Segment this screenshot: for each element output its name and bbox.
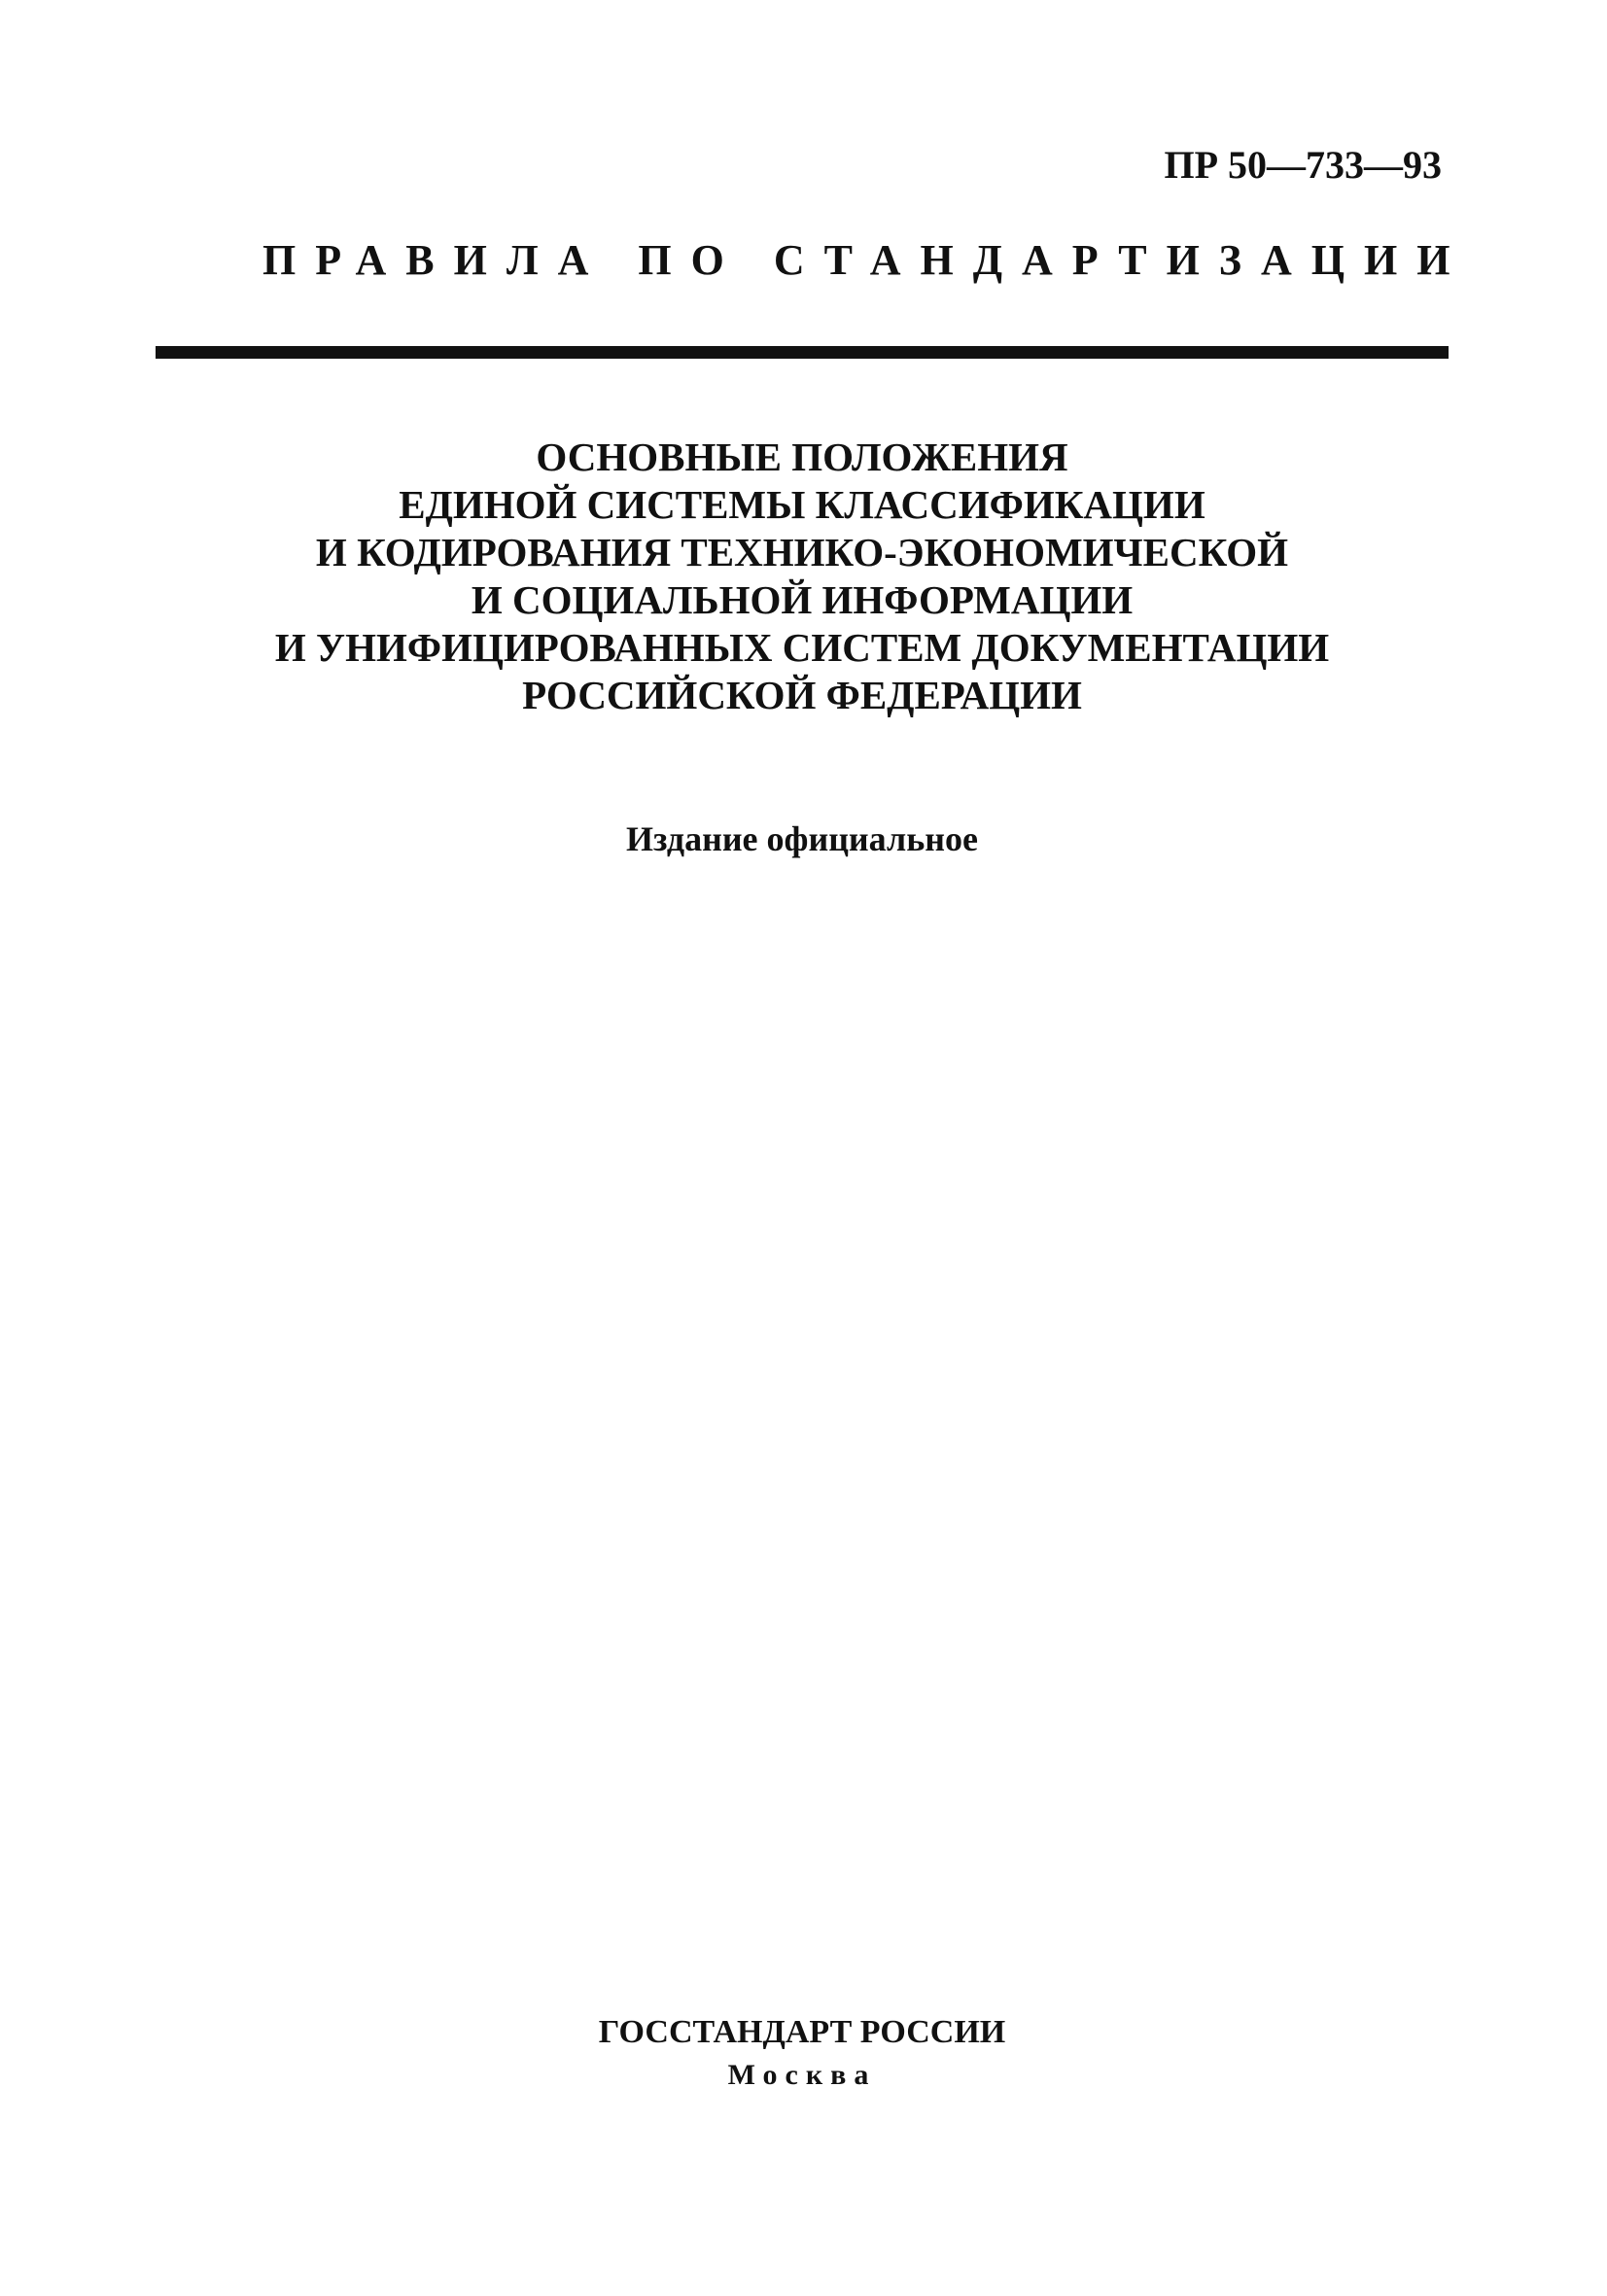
horizontal-rule: [156, 346, 1449, 359]
publisher-city: Москва: [727, 2059, 877, 2091]
publisher-name: ГОССТАНДАРТ РОССИИ: [598, 2014, 1006, 2050]
title-line: И СОЦИАЛЬНОЙ ИНФОРМАЦИИ: [471, 577, 1134, 622]
title-line: И УНИФИЦИРОВАННЫХ СИСТЕМ ДОКУМЕНТАЦИИ: [274, 625, 1330, 670]
title-line: ОСНОВНЫЕ ПОЛОЖЕНИЯ: [536, 435, 1068, 479]
edition-note: Издание официальное: [626, 819, 978, 858]
title-line: РОССИЙСКОЙ ФЕДЕРАЦИИ: [522, 673, 1082, 717]
series-heading: ПРАВИЛА ПО СТАНДАРТИЗАЦИИ: [262, 236, 1470, 284]
title-line: И КОДИРОВАНИЯ ТЕХНИКО-ЭКОНОМИЧЕСКОЙ: [315, 530, 1289, 574]
title-line: ЕДИНОЙ СИСТЕМЫ КЛАССИФИКАЦИИ: [399, 482, 1205, 527]
document-number: ПР 50—733—93: [1164, 143, 1442, 187]
document-title: [156, 434, 1449, 719]
